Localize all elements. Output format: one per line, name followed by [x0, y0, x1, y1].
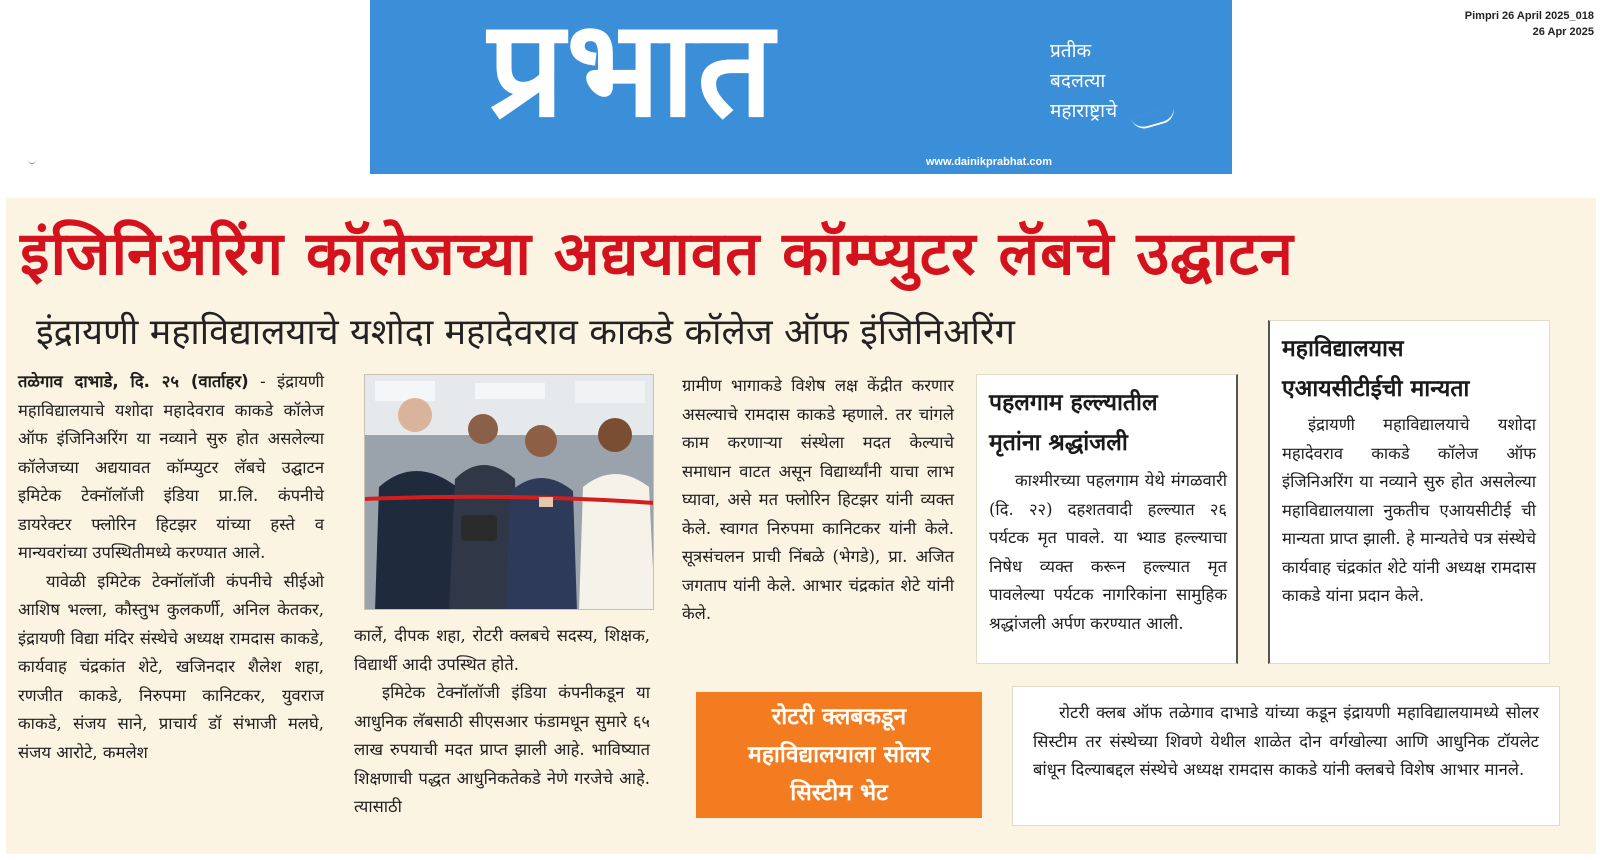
news-article	[6, 198, 1596, 854]
rotary-headline-box	[696, 692, 982, 818]
page-mark	[28, 160, 36, 164]
edition-line-1: Pimpri 26 April 2025_018	[1464, 10, 1594, 22]
aicte-title	[1282, 329, 1538, 409]
newspaper-logo: प्रभात	[488, 0, 776, 147]
article-para-1: - इंद्रायणी महाविद्यालयाचे यशोदा महादेवराव काकडे कॉलेज ऑफ इंजिनिअरिंग या नव्याने सुरु होत असलेल्या कॉलेजच्या अद्ययावत कॉम्प्युटर लॅबचे उद्घाटन इमिटेक टेक्नॉलॉजी इंडिया प्रा.लि. कंपनीचे डायरेक्टर फ्लोरिन हिटझर यांच्या हस्ते व मान्यवरांच्या उपस्थितीमध्ये करण्यात आले.	[18, 372, 325, 562]
pahalgam-title	[989, 383, 1225, 463]
rotary-body	[1033, 699, 1539, 785]
tagline-line-2: बदलत्या	[1050, 70, 1106, 92]
article-column-1	[18, 368, 324, 767]
masthead-banner	[370, 0, 1232, 174]
rotary-story-box	[1012, 686, 1560, 826]
edition-info	[1465, 8, 1594, 40]
rotary-title-line-1: रोटरी क्लबकडून	[771, 704, 907, 730]
article-dateline: तळेगाव दाभाडे, दि. २५ (वार्ताहर)	[18, 372, 249, 391]
tagline-line-3: महाराष्ट्राचे	[1050, 100, 1118, 122]
article-column-2	[354, 622, 650, 822]
rotary-title-line-2: महाविद्यालयाला सोलर	[747, 742, 931, 768]
aicte-body	[1282, 411, 1536, 611]
article-para-2-part-2: कार्ले, दीपक शहा, रोटरी क्लबचे सदस्य, शिक्षक, विद्यार्थी आदी उपस्थित होते.	[354, 626, 650, 674]
pahalgam-body	[989, 467, 1227, 638]
pahalgam-title-line-2: मृतांना श्रद्धांजली	[989, 430, 1128, 456]
edition-line-2: 26 Apr 2025	[1532, 26, 1594, 38]
pahalgam-tribute-box	[976, 374, 1238, 664]
masthead-tagline	[1050, 36, 1117, 126]
pahalgam-body-text: काश्मीरच्या पहलगाम येथे मंगळवारी (दि. २२) दहशतवादी हल्ल्यात २६ पर्यटक मृत पावले. या भ्याड हल्ल्याचा निषेध व्यक्त करून हल्ल्यात मृत पावलेल्या पर्यटक नागरिकांना सामुहिक श्रद्धांजली अर्पण करण्यात आली.	[989, 471, 1227, 633]
tagline-swoosh-icon	[1131, 106, 1177, 132]
article-headline: इंजिनिअरिंग कॉलेजच्या अद्ययावत कॉम्प्युटर लॅबचे उद्घाटन	[20, 219, 1294, 289]
aicte-title-line-1: महाविद्यालयास	[1282, 336, 1404, 362]
article-para-3-part-1: इमिटेक टेक्नॉलॉजी इंडिया कंपनीकडून या आधुनिक लॅबसाठी सीएसआर फंडामधून सुमारे ६५ लाख रुपयाची मदत प्राप्त झाली आहे. भाविष्यात शिक्षणाची पद्धत आधुनिकतेकडे नेणे गरजेचे आहे. त्यासाठी	[354, 683, 650, 816]
aicte-title-line-2: एआयसीटीईची मान्यता	[1282, 376, 1470, 402]
article-subheadline: इंद्रायणी महाविद्यालयाचे यशोदा महादेवराव काकडे कॉलेज ऑफ इंजिनिअरिंग	[36, 312, 1015, 353]
article-para-3-part-2: ग्रामीण भागाकडे विशेष लक्ष केंद्रीत करणार असल्याचे रामदास काकडे म्हणाले. तर चांगले काम करणाऱ्या संस्थेला मदत केल्याचे समाधान वाटत असून विद्यार्थ्यांनी याचा लाभ घ्यावा, असे मत फ्लोरिन हिटझर यांनी व्यक्त केले. स्वागत निरुपमा कानिटकर यांनी केले. सूत्रसंचलन प्राची निंबळे (भेगडे), प्रा. अजित जगताप यांनी केले. आभार चंद्रकांत शेटे यांनी केले.	[682, 376, 954, 623]
article-column-3	[682, 372, 954, 629]
website-url: www.dainikprabhat.com	[925, 156, 1052, 168]
rotary-title-line-3: सिस्टीम भेट	[790, 780, 888, 806]
aicte-approval-box	[1268, 320, 1550, 664]
rotary-body-text: रोटरी क्लब ऑफ तळेगाव दाभाडे यांच्या कडून इंद्रायणी महाविद्यालयामध्ये सोलर सिस्टीम तर संस्थेच्या शिवणे येथील शाळेत दोन वर्गखोल्या आणि आधुनिक टॉयलेट बांधून दिल्याबद्दल संस्थेचे अध्यक्ष रामदास काकडे यांनी क्लबचे विशेष आभार मानले.	[1033, 703, 1539, 779]
article-para-2-part-1: यावेळी इमिटेक टेक्नॉलॉजी कंपनीचे सीईओ आशिष भल्ला, कौस्तुभ कुलकर्णी, अनिल केतकर, इंद्रायणी विद्या मंदिर संस्थेचे अध्यक्ष रामदास काकडे, कार्यवाह चंद्रकांत शेटे, खजिनदार शैलेश शहा, रणजीत काकडे, निरुपमा कानिटकर, युवराज काकडे, संजय साने, प्राचार्य डॉ संभाजी मलघे, संजय आरोटे, कमलेश	[18, 571, 324, 762]
inauguration-photo	[364, 374, 654, 610]
pahalgam-title-line-1: पहलगाम हल्ल्यातील	[989, 390, 1158, 416]
tagline-line-1: प्रतीक	[1050, 40, 1092, 62]
aicte-body-text: इंद्रायणी महाविद्यालयाचे यशोदा महादेवराव काकडे कॉलेज ऑफ इंजिनिअरिंग या नव्याने सुरु होत असलेल्या महाविद्यालयाला नुकतीच एआयसीटीई ची मान्यता प्राप्त झाली. हे मान्यतेचे पत्र संस्थेचे कार्यवाह चंद्रकांत शेटे यांनी अध्यक्ष रामदास काकडे यांना प्रदान केले.	[1282, 415, 1536, 605]
